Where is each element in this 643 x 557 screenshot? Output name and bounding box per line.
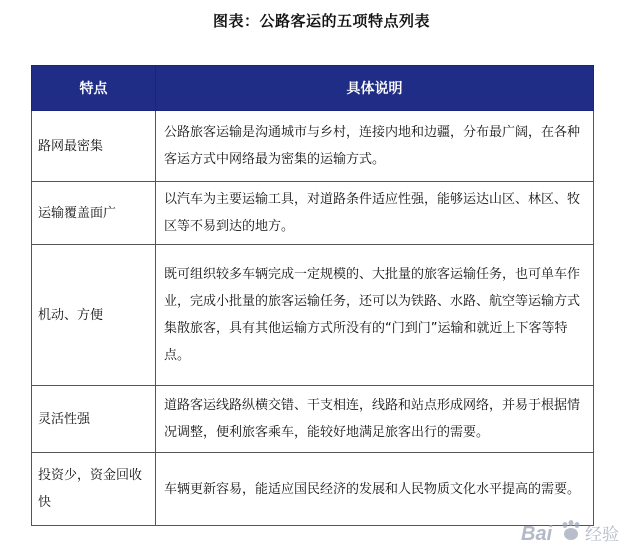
feature-cell: 机动、方便 <box>32 245 156 386</box>
column-header-feature: 特点 <box>32 66 156 111</box>
column-header-description: 具体说明 <box>156 66 594 111</box>
feature-cell: 运输覆盖面广 <box>32 182 156 245</box>
baidu-jingyan-watermark <box>519 515 629 549</box>
description-cell: 车辆更新容易，能适应国民经济的发展和人民物质文化水平提高的需要。 <box>156 453 594 526</box>
description-cell: 公路旅客运输是沟通城市与乡村，连接内地和边疆，分布最广阔，在各种客运方式中网络最为密集的运输方式。 <box>156 111 594 182</box>
description-cell: 以汽车为主要运输工具，对道路条件适应性强，能够运达山区、林区、牧区等不易到达的地方。 <box>156 182 594 245</box>
features-table <box>31 65 594 526</box>
table-row <box>32 111 594 182</box>
feature-cell: 路网最密集 <box>32 111 156 182</box>
svg-text:经验: 经验 <box>585 525 619 545</box>
description-cell: 道路客运线路纵横交错、干支相连，线路和站点形成网络，并易于根据情况调整，便利旅客乘车，能较好地满足旅客出行的需要。 <box>156 386 594 453</box>
table-row <box>32 182 594 245</box>
table-row <box>32 453 594 526</box>
table-header-row <box>32 66 594 111</box>
svg-text:Bai: Bai <box>521 523 553 545</box>
description-cell: 既可组织较多车辆完成一定规模的、大批量的旅客运输任务，也可单车作业，完成小批量的旅客运输任务，还可以为铁路、水路、航空等运输方式集散旅客，具有其他运输方式所没有的“门到门”运输和就近上下客等特点。 <box>156 245 594 386</box>
feature-cell: 投资少，资金回收快 <box>32 453 156 526</box>
table-row <box>32 386 594 453</box>
table-row <box>32 245 594 386</box>
page-title: 图表：公路客运的五项特点列表 <box>212 12 430 30</box>
feature-cell: 灵活性强 <box>32 386 156 453</box>
